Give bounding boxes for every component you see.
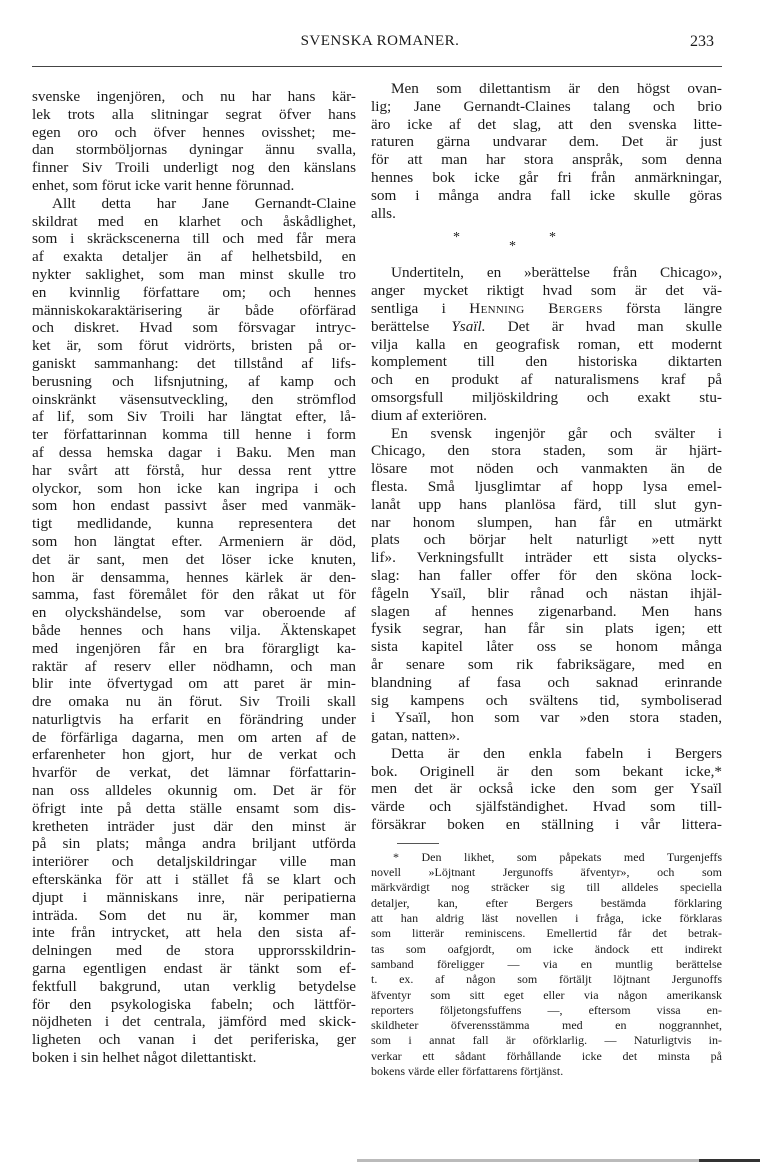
page-number: 233 — [690, 33, 714, 50]
paragraph — [371, 425, 722, 745]
text-line: svenske ingenjören, och nu har hans kär- — [32, 88, 356, 105]
text-line: En svensk ingenjör går och svälter i — [391, 424, 722, 442]
running-header-title: SVENSKA ROMANER. — [300, 33, 460, 49]
text-line: Detta är den enkla fabeln i Bergers — [391, 744, 722, 762]
footnote-line: som i annat fall är oförklarlig. — Naturligtvis in- — [371, 1033, 722, 1048]
text-line: värde och själfständighet. Hvad som till- — [371, 798, 722, 816]
text-line: lig; Jane Gernandt-Claines talang och brio — [371, 97, 722, 115]
text-line: naturligtvis ha erfarit en förändring under — [32, 710, 356, 728]
text-line: i Ysaïl, hon som var »den stora staden, — [371, 709, 722, 727]
text-line: raktär af reserv eller nödhamn, och man — [32, 657, 356, 675]
text-line: och en produkt af naturalismens kraf på — [371, 371, 722, 389]
text-line: finner Siv Troili underligt nog den känslans — [32, 159, 356, 177]
text-line: blir inte öfvertygad om att paret är min- — [32, 675, 356, 693]
right-section-1 — [371, 80, 722, 222]
footnote-line: äfventyr som sitt eget eller via någon amerikansk — [371, 987, 722, 1002]
text-line: Men som dilettantism är den högst ovan- — [391, 80, 722, 97]
text-line: olyckor, som hon icke kan ingripa i och — [32, 479, 356, 497]
text-line: för den psykologiska fabeln; och lättför- — [32, 995, 356, 1013]
text-line: bok. Originell är den som bekant icke,* — [371, 762, 722, 780]
text-line: för att man har stora anspråk, som denna — [371, 151, 722, 169]
text-line: och diskret. Hvad som försvagar intryc- — [32, 319, 356, 337]
text-line: de förfärliga dagarna, men om arten af de — [32, 728, 356, 746]
footnote-line: att han aldrig läst novellen i fråga, icke förklaras — [371, 911, 722, 926]
text-line: af lif, som Siv Troili har längtat efter, lå- — [32, 408, 356, 426]
text-line — [371, 318, 722, 336]
paragraph — [371, 264, 722, 424]
text-line: hvarför de verkat, det lämnar författarin- — [32, 764, 356, 782]
text-line: dan stormböljornas dyningar ännu svalla, — [32, 141, 356, 159]
text-line: nöjdheten i det centrala, jämförd med skick- — [32, 1013, 356, 1031]
text-line: som i skräckscenerna till och med får mera — [32, 230, 356, 248]
footnote-line: som litterär reminiscens. Emellertid får det betrak- — [371, 926, 722, 941]
left-column — [32, 88, 356, 1067]
header-rule — [32, 66, 722, 67]
footnote-line: verkar ett sådant förhållande icke det minsta på — [371, 1048, 722, 1063]
paragraph — [371, 80, 722, 222]
text-line: nar honom slumpen, han får en utmärkt — [371, 513, 722, 531]
text-line: inträda. Som det nu är, kommer man — [32, 906, 356, 924]
text-line: tigt medlidande, kunna representera det — [32, 515, 356, 533]
text-line: alls. — [371, 204, 396, 222]
text-line: sig kampens och svältens tid, symboliserad — [371, 691, 722, 709]
text-line: af dessa hemska dagar i Baku. Men man — [32, 443, 356, 461]
asterisk: * — [509, 239, 516, 255]
book-title: Ysaïl. — [451, 317, 486, 335]
text-line: flesta. Små ljusglimtar af hopp lysa emel- — [371, 477, 722, 495]
text-line: skildrat med en klarhet och åskådlighet, — [32, 212, 356, 230]
text-line: komplement till den historiska diktarten — [371, 353, 722, 371]
footnote-line: t. ex. af någon som förtäljt löjtnant Jergunoffs — [371, 972, 722, 987]
text-line: dium af exteriören. — [371, 406, 487, 424]
footnote-line: bokens värde eller författarens förtjänst. — [371, 1064, 564, 1079]
text-line: vilja kalla en geografisk roman, ett modernt — [371, 335, 722, 353]
text-line: försäkrar boken en ställning i vår littera- — [371, 816, 722, 834]
text-line: som i många andra fall icke skulle göras — [371, 186, 722, 204]
text-segment: första längre — [602, 299, 722, 317]
text-line: dre omaka nu än förut. Siv Troili skall — [32, 693, 356, 711]
text-line: nykter saklighet, som man minst skulle tro — [32, 265, 356, 283]
text-segment: sentliga i — [371, 299, 470, 317]
text-line: slag: han faller offer för den sköna lock- — [371, 566, 722, 584]
text-line: människokaraktärisering är både oförfärad — [32, 301, 356, 319]
footnote — [371, 850, 722, 1079]
paragraph — [32, 88, 356, 195]
text-line: Chicago, den stora staden, som är hjärt- — [371, 442, 722, 460]
text-line: anger mycket riktigt hvad som är det vä- — [371, 282, 722, 300]
text-line: fågeln Ysaïl, blir rånad och nästan ihjäl- — [371, 584, 722, 602]
text-line: Undertiteln, en »berättelse från Chicago», — [391, 264, 722, 282]
text-line: som hon längtat efter. Armeniern är död, — [32, 532, 356, 550]
text-line: har svårt att förstå, hur dessa rent yttre — [32, 461, 356, 479]
text-line: oinskränkt väsensutveckling, den strömflod — [32, 390, 356, 408]
text-line: Allt detta har Jane Gernandt-Claine — [52, 194, 356, 212]
text-line: både hennes och hans vilja. Äktenskapet — [32, 621, 356, 639]
text-line: sista kapitel låter oss se honom många — [371, 638, 722, 656]
footnote-line: tas som oafgjordt, om icke ändock ett indirekt — [371, 941, 722, 956]
text-line: som hon endast passivt åser med vanmäk- — [32, 497, 356, 515]
text-line: ganiskt sammanhang: det tillstånd af lifs- — [32, 354, 356, 372]
right-section-2 — [371, 264, 722, 834]
paragraph — [371, 745, 722, 834]
text-line: enhet, som förut icke varit henne förunnad. — [32, 176, 295, 194]
text-line: djupt i människans inre, när peripatierna — [32, 888, 356, 906]
text-line: garna egentligen endast är tänkt som ef- — [32, 960, 356, 978]
text-line: ket är, som förut vidrörts, bristen på or- — [32, 337, 356, 355]
text-line: raturen gärna undvarar dem. Det är just — [371, 133, 722, 151]
text-line: efterskänka för att i stället få se klart och — [32, 871, 356, 889]
text-line: samma, fast föremålet för den råkat ut för — [32, 586, 356, 604]
text-line: gatan, natten». — [371, 727, 460, 745]
asterisk: * — [453, 230, 460, 246]
text-line: slagen af hennes zigenarband. Men hans — [371, 602, 722, 620]
text-line: öfrigt inte på detta ställe ensamt som dis- — [32, 799, 356, 817]
text-line: en olyckshändelse, som var oberoende af — [32, 604, 356, 622]
text-line: det är sant, men det löser icke knuten, — [32, 550, 356, 568]
footnote-line: novell »Löjtnant Jergunoffs äfventyr», och som — [371, 865, 722, 880]
text-line: interiörer och detaljskildringar ville man — [32, 853, 356, 871]
footnote-rule — [397, 843, 439, 844]
text-line: boken i sin helhet något dilettantiskt. — [32, 1049, 257, 1067]
text-line: egen oro och öfver hennes ovisshet; me- — [32, 123, 356, 141]
text-line: ter författarinnan komma till henne i form — [32, 426, 356, 444]
text-line: men det är också icke den som ger Ysaïl — [371, 780, 722, 798]
asterisk: * — [549, 230, 556, 246]
text-line: ligheten och vanan i det periferiska, ger — [32, 1031, 356, 1049]
footnote-line: skildheter öfverensstämma med en noggrannhet, — [371, 1018, 722, 1033]
text-line: fektfull bakgrund, utan verklig betydelse — [32, 977, 356, 995]
footnote-line: * Den likhet, som påpekats med Turgenjeffs — [393, 849, 722, 864]
text-line: på sin plats; många andra briljant utförda — [32, 835, 356, 853]
footnote-line: reporters följetongsfuffens —, eftersom vissa en- — [371, 1002, 722, 1017]
text-line: blandning af fasa och saknad erinrande — [371, 673, 722, 691]
text-line: hon är densamma, hennes kärlek är den- — [32, 568, 356, 586]
text-line: inte från intrycket, att hela den sista af- — [32, 924, 356, 942]
text-segment: berättelse — [371, 317, 452, 335]
footnote-line: samband föreligger — via en muntlig berättelse — [371, 956, 722, 971]
text-line: äro icke af det slag, att den svenska litte- — [371, 115, 722, 133]
text-line: lanåt upp hans planlösa färd, till slut gyn- — [371, 495, 722, 513]
text-line: en kvinnlig författare om; och hennes — [32, 283, 356, 301]
text-line: hennes bok icke går fri från anmärkningar, — [371, 168, 722, 186]
text-line: delningen med de stora upprorsskildrin- — [32, 942, 356, 960]
text-line: lösare mot nöden och vanmakten än de — [371, 460, 722, 478]
text-line: år senare som rik fabriksägare, med en — [371, 655, 722, 673]
text-line: omsorgsfull miljöskildring och exakt stu- — [371, 388, 722, 406]
text-line: fysik segrar, han får sin plats igen; ett — [371, 620, 722, 638]
text-line: plats och börjar helt naturligt »ett nytt — [371, 531, 722, 549]
text-line: med ingenjören får en bra förargligt ka- — [32, 639, 356, 657]
paragraph — [32, 195, 356, 1067]
text-line: af exakta detaljer än af helhetsbild, en — [32, 248, 356, 266]
text-segment: Det är hvad man skulle — [485, 317, 722, 335]
footnote-line: detaljer, kan, efter Bergers bestämda förklaring — [371, 895, 722, 910]
section-separator — [371, 222, 722, 258]
text-line: lek trots alla slitningar segrat öfver hans — [32, 105, 356, 123]
right-column — [371, 80, 722, 1079]
footnote-line: märkvärdigt nog sträcker sig till alldeles speciella — [371, 880, 722, 895]
text-line: erfarenheter hon gjort, hur de verkat och — [32, 746, 356, 764]
text-line: berusning och lifsnjutning, af kamp och — [32, 372, 356, 390]
text-line: kretheten inträder just där den minst är — [32, 817, 356, 835]
author-name: Henning Bergers — [469, 299, 603, 317]
text-line: nan oss alldeles okunnig om. Det är för — [32, 782, 356, 800]
text-line: lif». Verkningsfullt inträder ett sista olycks- — [371, 549, 722, 567]
text-line — [371, 300, 722, 318]
